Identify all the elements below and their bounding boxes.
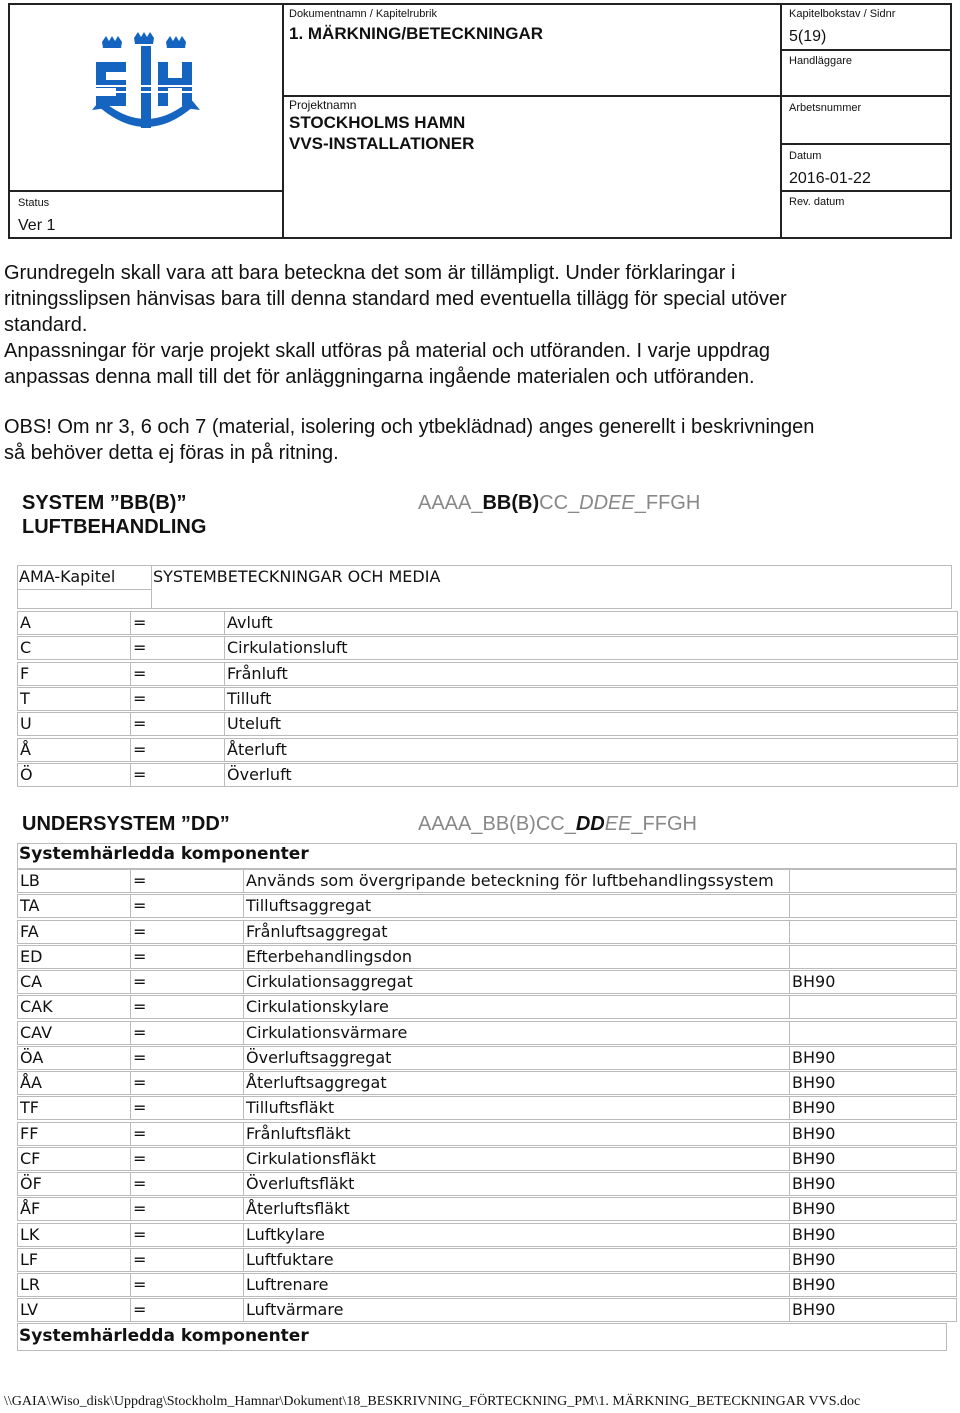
subsystem-code-cell (17, 1172, 130, 1196)
subsystem-ref-cell-text: BH90 (792, 1300, 836, 1320)
subsystem-code (418, 813, 697, 836)
system-code-cell (17, 763, 130, 787)
subsystem-code-cell-text: CAV (20, 1022, 53, 1042)
subsystem-ref-cell-text: BH90 (792, 972, 836, 991)
subsystem-eq-cell (130, 1248, 243, 1272)
system-eq-cell-text: = (133, 638, 147, 658)
code-italic: DDEE (579, 492, 635, 514)
subsystem-name-cell-text: Överluftsfläkt (246, 1174, 355, 1193)
status-value: Ver 1 (18, 217, 56, 234)
subsystem-code-cell-text: LB (20, 871, 40, 890)
subsystem-eq-cell-text: = (133, 871, 147, 890)
subsystem-name-cell (243, 894, 789, 918)
subsystem-name-cell-text: Frånluftsfläkt (246, 1123, 351, 1143)
subsystem-row (17, 970, 957, 995)
subsystem-row (17, 869, 957, 894)
subsystem-code-cell (17, 1248, 130, 1272)
subsystem-code-cell-text: FF (20, 1123, 39, 1143)
system-name-cell-text: Avluft (227, 613, 273, 632)
subsystem-ref-cell (789, 1298, 957, 1322)
subsystem-code-cell (17, 1122, 130, 1146)
obs-line-2: så behöver detta ej föras in på ritning. (4, 442, 339, 464)
system-subtitle: LUFTBEHANDLING (22, 516, 207, 538)
system-eq-cell (130, 738, 224, 762)
rev-date-label: Rev. datum (789, 196, 845, 208)
subsystem-ref-cell-text: BH90 (792, 1224, 836, 1244)
code-italic: EE (604, 813, 632, 835)
subsystem-name-cell-text: Cirkulationsaggregat (246, 972, 413, 991)
intro-line-1: Grundregeln skall vara att bara beteckna det som är tillämpligt. Under förklaringar i (4, 262, 736, 284)
subsystem-row (17, 945, 957, 970)
subsystem-eq-cell-text: = (133, 997, 147, 1017)
subsystem-name-cell-text: Används som övergripande beteckning för luftbehandlingssystem (246, 871, 774, 890)
system-row (17, 636, 957, 661)
subsystem-eq-cell (130, 995, 243, 1019)
system-title: SYSTEM ”BB(B)” (22, 492, 187, 514)
system-eq-cell-text: = (133, 739, 147, 759)
system-name-cell-text: Frånluft (227, 663, 288, 683)
subsystem-eq-cell (130, 970, 243, 994)
subsystem-code-cell-text: ÖF (20, 1174, 42, 1193)
header-divider-status (8, 190, 284, 192)
subsystem-ref-cell-text: BH90 (792, 1148, 836, 1168)
subsystem-eq-cell-text: = (133, 946, 147, 966)
subsystem-eq-cell-text: = (133, 1047, 147, 1067)
system-code-cell-text: A (20, 613, 31, 632)
subsystem-eq-cell (130, 869, 243, 893)
company-logo (88, 28, 204, 140)
subsystem-name-cell-text: Återluftsfläkt (246, 1199, 350, 1219)
chapter-label: Kapitelbokstav / Sidnr (789, 8, 896, 20)
subsystem-code-cell (17, 1096, 130, 1120)
subsystem-code-cell (17, 995, 130, 1019)
work-number-label: Arbetsnummer (789, 102, 862, 114)
subsystem-eq-cell (130, 1147, 243, 1171)
subsystem-ref-cell (789, 1273, 957, 1297)
system-name-cell-text: Cirkulationsluft (227, 638, 348, 658)
system-code-cell (17, 738, 130, 762)
subsystem-ref-cell-text: BH90 (792, 1275, 836, 1294)
system-row (17, 712, 957, 737)
subsystem-eq-cell (130, 1096, 243, 1120)
system-code-cell (17, 636, 130, 660)
subsystem-name-cell (243, 869, 789, 893)
subsystem-name-cell (243, 1147, 789, 1171)
code-part: CC_ (539, 492, 580, 514)
system-code-cell-text: T (20, 688, 30, 708)
subsystem-code-cell (17, 970, 130, 994)
subsystem-code-cell-text: ÖA (20, 1047, 44, 1067)
doc-title: 1. MÄRKNING/BETECKNINGAR (289, 24, 544, 43)
subsystem-eq-cell-text: = (133, 1022, 147, 1042)
subsystem-name-cell (243, 1021, 789, 1045)
system-name-cell (224, 662, 958, 686)
subsystem-eq-cell-text: = (133, 921, 147, 941)
code-bold: BB(B) (482, 492, 540, 514)
subsystem-name-cell (243, 945, 789, 969)
system-name-cell-text: Uteluft (227, 714, 282, 734)
system-row (17, 611, 957, 636)
subsystem-code-cell-text: CAK (20, 997, 53, 1017)
header-divider-date (780, 143, 952, 145)
subsystem-eq-cell (130, 1021, 243, 1045)
subsystem-code-cell-text: LK (20, 1224, 40, 1244)
system-eq-cell (130, 662, 224, 686)
subsystem-ref-cell-text: BH90 (792, 1073, 836, 1092)
subsystem-eq-cell (130, 1071, 243, 1095)
header-border-top (8, 3, 952, 5)
subsystem-ref-cell (789, 920, 957, 944)
subsystem-ref-cell (789, 995, 957, 1019)
system-eq-cell (130, 611, 224, 635)
subsystem-ref-cell (789, 1147, 957, 1171)
status-label: Status (18, 197, 50, 209)
system-name-cell-text: Återluft (227, 739, 287, 759)
system-name-cell (224, 636, 958, 660)
subsystem-eq-cell-text: = (133, 1275, 147, 1294)
system-name-cell (224, 763, 958, 787)
subsystem-code-cell-text: TF (20, 1098, 39, 1118)
doc-label: Dokumentnamn / Kapitelrubrik (289, 8, 437, 20)
system-media-header: SYSTEMBETECKNINGAR OCH MEDIA (153, 567, 441, 586)
project-line1: STOCKHOLMS HAMN (289, 113, 466, 132)
subsystem-code-cell (17, 1223, 130, 1247)
system-code-cell (17, 611, 130, 635)
code-prefix: AAAA_ (418, 492, 483, 514)
subsystem-name-cell-text: Frånluftsaggregat (246, 921, 388, 941)
subsystem-name-cell (243, 1197, 789, 1221)
subsystem-footer-heading: Systemhärledda komponenter (19, 1326, 309, 1346)
subsystem-code-cell (17, 1046, 130, 1070)
subsystem-eq-cell-text: = (133, 1098, 147, 1118)
subsystem-name-cell (243, 1122, 789, 1146)
subsystem-row (17, 1298, 957, 1323)
header-border-right (950, 3, 952, 239)
subsystem-eq-cell (130, 1172, 243, 1196)
subsystem-eq-cell (130, 1122, 243, 1146)
chapter-value: 5(19) (789, 28, 827, 45)
subsystem-ref-cell-text: BH90 (792, 1249, 836, 1269)
subsystem-code-cell (17, 1147, 130, 1171)
subsystem-row (17, 1147, 957, 1172)
subsystem-code-cell (17, 1273, 130, 1297)
header-border-bottom (8, 237, 952, 239)
subsystem-code-cell (17, 945, 130, 969)
subsystem-name-cell-text: Efterbehandlingsdon (246, 946, 413, 966)
subsystem-code-cell (17, 1298, 130, 1322)
intro-line-4: Anpassningar för varje projekt skall utföras på material och utföranden. I varje uppdrag (4, 340, 770, 362)
subsystem-eq-cell (130, 894, 243, 918)
subsystem-row (17, 1223, 957, 1248)
system-eq-cell-text: = (133, 714, 147, 734)
subsystem-row (17, 1096, 957, 1121)
subsystem-ref-cell (789, 1122, 957, 1146)
subsystem-eq-cell-text: = (133, 972, 147, 991)
subsystem-name-cell (243, 1298, 789, 1322)
subsystem-code-cell-text: ED (20, 946, 43, 966)
subsystem-eq-cell-text: = (133, 1249, 147, 1269)
subsystem-code-cell (17, 894, 130, 918)
system-eq-cell-text: = (133, 688, 147, 708)
system-code-cell-text: Ö (20, 764, 33, 784)
subsystem-ref-cell (789, 1172, 957, 1196)
subsystem-name-cell (243, 970, 789, 994)
system-code-cell-text: Å (20, 739, 31, 759)
subsystem-code-cell-text: FA (20, 921, 39, 941)
system-row (17, 763, 957, 788)
subsystem-row (17, 1248, 957, 1273)
project-label: Projektnamn (289, 98, 357, 112)
header-divider-project (282, 95, 952, 97)
subsystem-ref-cell (789, 1223, 957, 1247)
system-name-cell (224, 687, 958, 711)
subsystem-title: UNDERSYSTEM ”DD” (22, 813, 230, 835)
subsystem-name-cell (243, 1273, 789, 1297)
subsystem-name-cell-text: Luftfuktare (246, 1249, 334, 1269)
code-bold: DD (575, 813, 605, 835)
system-eq-cell (130, 636, 224, 660)
system-name-cell (224, 611, 958, 635)
subsystem-eq-cell (130, 1298, 243, 1322)
system-row (17, 738, 957, 763)
subsystem-eq-cell-text: = (133, 1224, 147, 1244)
subsystem-name-cell-text: Tilluftsfläkt (246, 1098, 335, 1118)
subsystem-code-cell-text: LF (20, 1249, 39, 1269)
subsystem-code-cell-text: ÅF (20, 1199, 41, 1219)
subsystem-code-cell-text: ÅA (20, 1073, 42, 1092)
subsystem-name-cell (243, 1071, 789, 1095)
subsystem-name-cell (243, 920, 789, 944)
subsystem-code-cell (17, 920, 130, 944)
system-name-cell (224, 712, 958, 736)
system-name-cell-text: Tilluft (227, 688, 272, 708)
subsystem-code-cell-text: TA (20, 896, 40, 916)
system-code-cell-text: F (20, 663, 30, 683)
subsystem-ref-cell (789, 1096, 957, 1120)
subsystem-ref-cell-text: BH90 (792, 1199, 836, 1219)
subsystem-name-cell-text: Tilluftsaggregat (246, 896, 372, 916)
subsystem-row (17, 894, 957, 919)
code-suffix: _FFGH (631, 813, 697, 835)
subsystem-eq-cell (130, 1046, 243, 1070)
subsystem-name-cell (243, 1172, 789, 1196)
subsystem-name-cell (243, 1248, 789, 1272)
subsystem-row (17, 1071, 957, 1096)
subsystem-row (17, 1122, 957, 1147)
subsystem-row (17, 1172, 957, 1197)
subsystem-eq-cell (130, 945, 243, 969)
file-path: \\GAIA\Wiso_disk\Uppdrag\Stockholm_Hamnar\Dokument\18_BESKRIVNING_FÖRTECKNING_PM\1. MÄRKNING_BETECKNINGAR VVS.doc (4, 1394, 861, 1409)
subsystem-name-cell-text: Överluftsaggregat (246, 1047, 392, 1067)
subsystem-ref-cell (789, 1021, 957, 1045)
system-row (17, 687, 957, 712)
subsystem-eq-cell-text: = (133, 1174, 147, 1193)
system-eq-cell-text: = (133, 764, 147, 784)
system-code-cell (17, 712, 130, 736)
system-eq-cell-text: = (133, 663, 147, 683)
header-border-left (8, 3, 10, 239)
subsystem-name-cell-text: Luftvärmare (246, 1300, 344, 1320)
subsystem-row (17, 920, 957, 945)
subsystem-name-cell-text: Cirkulationskylare (246, 997, 389, 1017)
system-name-cell-text: Överluft (227, 764, 292, 784)
header-col1-blank (17, 589, 152, 609)
handler-label: Handläggare (789, 55, 852, 67)
subsystem-ref-cell (789, 894, 957, 918)
subsystem-name-cell-text: Återluftsaggregat (246, 1073, 387, 1092)
intro-line-3: standard. (4, 314, 88, 336)
subsystem-ref-cell (789, 970, 957, 994)
system-row (17, 662, 957, 687)
intro-line-2: ritningsslipsen hänvisas bara till denna standard med eventuella tillägg för special utöver (4, 288, 787, 310)
subsystem-code-cell (17, 1071, 130, 1095)
subsystem-name-cell (243, 995, 789, 1019)
subsystem-eq-cell-text: = (133, 1199, 147, 1219)
subsystem-code-cell (17, 1197, 130, 1221)
subsystem-heading: Systemhärledda komponenter (19, 844, 309, 864)
subsystem-row (17, 1046, 957, 1071)
system-eq-cell (130, 763, 224, 787)
subsystem-row (17, 1197, 957, 1222)
subsystem-ref-cell (789, 1071, 957, 1095)
subsystem-name-cell (243, 1096, 789, 1120)
subsystem-eq-cell-text: = (133, 1300, 147, 1320)
subsystem-ref-cell-text: BH90 (792, 1174, 836, 1193)
subsystem-eq-cell (130, 1223, 243, 1247)
header-divider-rev (780, 190, 952, 192)
subsystem-ref-cell-text: BH90 (792, 1123, 836, 1143)
subsystem-row (17, 1273, 957, 1298)
header-divider-chapter (780, 49, 952, 51)
header-divider-v1 (282, 3, 284, 239)
system-code-cell (17, 662, 130, 686)
subsystem-name-cell (243, 1046, 789, 1070)
subsystem-code-cell-text: LV (20, 1300, 39, 1320)
obs-line-1: OBS! Om nr 3, 6 och 7 (material, isolering och ytbeklädnad) anges generellt i beskrivningen (4, 416, 815, 438)
date-label: Datum (789, 150, 822, 162)
subsystem-code-cell-text: CA (20, 972, 43, 991)
subsystem-ref-cell (789, 1046, 957, 1070)
subsystem-eq-cell-text: = (133, 1123, 147, 1143)
subsystem-ref-cell-text: BH90 (792, 1047, 836, 1067)
subsystem-name-cell-text: Luftrenare (246, 1275, 329, 1294)
system-code-cell-text: C (20, 638, 32, 658)
subsystem-ref-cell (789, 945, 957, 969)
subsystem-ref-cell (789, 869, 957, 893)
system-eq-cell-text: = (133, 613, 147, 632)
system-eq-cell (130, 687, 224, 711)
subsystem-name-cell-text: Luftkylare (246, 1224, 325, 1244)
subsystem-eq-cell-text: = (133, 896, 147, 916)
header-divider-v2 (780, 3, 782, 239)
subsystem-eq-cell (130, 1197, 243, 1221)
system-code-cell-text: U (20, 714, 32, 734)
subsystem-ref-cell (789, 1197, 957, 1221)
system-code-cell (17, 687, 130, 711)
system-name-cell (224, 738, 958, 762)
ama-chapter-header: AMA-Kapitel (19, 567, 116, 586)
date-value: 2016-01-22 (789, 170, 871, 187)
subsystem-ref-cell (789, 1248, 957, 1272)
intro-line-5: anpassas denna mall till det för anläggningarna ingående materialen och utföranden. (4, 366, 755, 388)
subsystem-name-cell-text: Cirkulationsfläkt (246, 1148, 376, 1168)
system-code (418, 492, 700, 515)
subsystem-row (17, 995, 957, 1020)
subsystem-name-cell (243, 1223, 789, 1247)
subsystem-code-cell-text: LR (20, 1275, 41, 1294)
subsystem-eq-cell (130, 920, 243, 944)
subsystem-name-cell-text: Cirkulationsvärmare (246, 1022, 408, 1042)
system-eq-cell (130, 712, 224, 736)
subsystem-row (17, 1021, 957, 1046)
subsystem-code-cell (17, 869, 130, 893)
subsystem-eq-cell (130, 1273, 243, 1297)
subsystem-code-cell-text: CF (20, 1148, 41, 1168)
subsystem-ref-cell-text: BH90 (792, 1098, 836, 1118)
code-prefix: AAAA_BB(B)CC_ (418, 813, 576, 835)
subsystem-eq-cell-text: = (133, 1073, 147, 1092)
code-suffix: _FFGH (634, 492, 701, 514)
subsystem-code-cell (17, 1021, 130, 1045)
project-line2: VVS-INSTALLATIONER (289, 134, 475, 153)
subsystem-eq-cell-text: = (133, 1148, 147, 1168)
